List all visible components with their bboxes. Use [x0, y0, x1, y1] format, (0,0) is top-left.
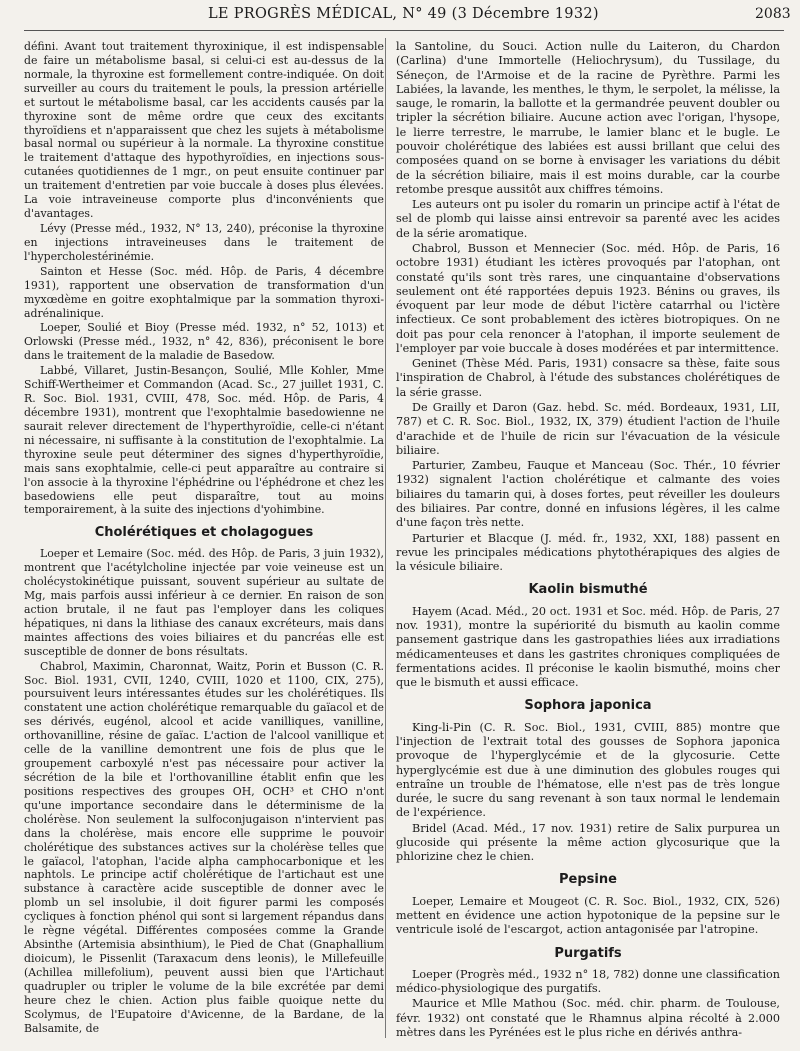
paragraph: Loeper, Soulié et Bioy (Presse méd. 1932, n° 52, 1013) et Orlowski (Presse méd., 1932, n° 42, 836), préconisent le bore dans le traitement de la maladie de Basedow.: [24, 321, 384, 363]
paragraph: Hayem (Acad. Méd., 20 oct. 1931 et Soc. méd. Hôp. de Paris, 27 nov. 1931), montre la supériorité du bismuth au kaolin comme pansement gastrique dans les gastropathies liées aux irradiations médicamenteuses et dans les gastrites chroniques compliquées de fermentations acides. Il préconise le kaolin bismuthé, moins cher que le bismuth et aussi efficace.: [396, 604, 780, 690]
section-heading: Kaolin bismuthé: [528, 582, 648, 598]
section-heading: Sophora japonica: [524, 698, 652, 714]
paragraph: Chabrol, Busson et Mennecier (Soc. méd. Hôp. de Paris, 16 octobre 1931) étudiant les ictères provoqués par l'atophan, ont constaté qu'ils sont très rares, une cinquantaine d'observations seulement ont été rapportées depuis 1923. Bénins ou graves, ils évoquent par leur mode de début l'ictère catarrhal ou l'ictère infectieux. Ce sont probablement des ictères biotropiques. On ne doit pas pour cela renoncer à l'atophan, il importe seulement de l'employer par voie buccale à doses modérées et par intermittence.: [396, 241, 780, 355]
paragraph: Loeper et Lemaire (Soc. méd. des Hôp. de Paris, 3 juin 1932), montrent que l'acétylcholine injectée par voie veineuse est un cholécystokinétique puissant, souvent supérieur au sultate de Mg, mais parfois aussi inférieur à ce dernier. En raison de son action brutale, il ne faut pas l'employer dans les coliques hépatiques, ni dans la lithiase des canaux excréteurs, mais dans maintes affections des voies biliaires et du pancréas elle est susceptible de donner de bons résultats.: [24, 547, 384, 658]
paragraph: Parturier, Zambeu, Fauque et Manceau (Soc. Thér., 10 février 1932) signalent l'action cholérétique et calmante des voies biliaires du tamarin qui, à doses fortes, peut réveiller les douleurs des biliaires. Par contre, donné en infusions légères, il les calme d'une façon très nette.: [396, 459, 780, 530]
paragraph: défini. Avant tout traitement thyroxinique, il est indispensable de faire un métabolisme basal, si celui-ci est au-dessus de la normale, la thyroxine est formellement contre-indiquée. On doit surveiller au cours du traitement le pouls, la pression artérielle et surtout le métabolisme basal, car les accidents causés par la thyroxine sont de même ordre que ceux des excitants thyroïdiens et n'apparaissent que chez les sujets à métabolisme basal normal ou supérieur à la normale. La thyroxine constitue le traitement d'attaque des hypothyroïdies, en injections sous-cutanées quotidiennes de 1 mgr., on peut ensuite continuer par un traitement d'entretien par voie buccale à doses plus élevées. La voie intraveineuse comporte plus d'inconvénients que d'avantages.: [24, 40, 384, 221]
paragraph: Lévy (Presse méd., 1932, N° 13, 240), préconise la thyroxine en injections intraveineuses dans le traitement de l'hypercholestérinémie.: [24, 221, 384, 263]
page-header: [0, 6, 800, 28]
left-column: [24, 40, 384, 1037]
paragraph: Maurice et Mlle Mathou (Soc. méd. chir. pharm. de Toulouse, févr. 1932) ont constaté que le Rhamnus alpina récolté à 2.000 mètres dans les Pyrénées est le plus riche en dérivés anthra-: [396, 997, 780, 1039]
running-title: LE PROGRÈS MÉDICAL, N° 49 (3 Décembre 1932): [208, 6, 599, 22]
right-column: [396, 40, 780, 1041]
column-divider: [385, 38, 386, 1038]
paragraph: Bridel (Acad. Méd., 17 nov. 1931) retire de Salix purpurea un glucoside qui présente la même action glycosurique que la phlorizine chez le chien.: [396, 821, 780, 864]
paragraph: Loeper (Progrès méd., 1932 n° 18, 782) donne une classification médico-physiologique des purgatifs.: [396, 967, 780, 996]
header-rule: [24, 30, 784, 31]
paragraph: Les auteurs ont pu isoler du romarin un principe actif à l'état de sel de plomb qui laisse ainsi entrevoir sa parenté avec les acides de la série aromatique.: [396, 198, 780, 240]
page-number: 2083: [755, 6, 791, 22]
paragraph: Parturier et Blacque (J. méd. fr., 1932, XXI, 188) passent en revue les principales médications phytothérapiques des algies de la vésicule biliaire.: [396, 531, 780, 574]
section-heading: Purgatifs: [554, 945, 622, 961]
paragraph: Loeper, Lemaire et Mougeot (C. R. Soc. Biol., 1932, CIX, 526) mettent en évidence une action hypotonique de la pepsine sur le ventricule isolé de l'escargot, action antagonisée par l'atropine.: [396, 894, 780, 937]
paragraph: Geninet (Thèse Méd. Paris, 1931) consacre sa thèse, faite sous l'inspiration de Chabrol, à l'étude des substances cholérétiques de la série grasse.: [396, 357, 780, 399]
section-heading: Cholérétiques et cholagogues: [94, 525, 314, 541]
section-heading: Pepsine: [559, 872, 617, 888]
paragraph: King-li-Pin (C. R. Soc. Biol., 1931, CVIII, 885) montre que l'injection de l'extrait total des gousses de Sophora japonica provoque de l'hyperglycémie et de la glycosurie. Cette hyperglycémie est due à une diminution des globules rouges qui entraîne un trouble de l'hématose, elle n'est pas de très longue durée, le sucre du sang revenant à son taux normal le lendemain de l'expérience.: [396, 720, 780, 820]
paragraph: Chabrol, Maximin, Charonnat, Waitz, Porin et Busson (C. R. Soc. Biol. 1931, CVII, 1240, CVIII, 1020 et 1100, CIX, 275), poursuivent leurs intéressantes études sur les cholérétiques. Ils constatent une action cholérétique remarquable du gaïacol et de ses dérivés, eugénol, alcool et acide vanilliques, vanilline, orthovanilline, résine de gaïac. L'action de l'alcool vanillique et celle de la vanilline demontrent une fois de plus que le groupement carboxylé n'est pas nécessaire pour activer la sécrétion de la bile et l'orthovanilline établit enfin que les positions respectives des groupes OH, OCH³ et CHO n'ont qu'une importance secondaire dans le déterminisme de la cholérèse. Non seulement la sulfoconjugaison n'intervient pas dans la cholérèse, mais encore elle supprime le pouvoir cholérétique des substances actives sur la cholérèse telles que le gaïacol, l'atophan, l'acide alpha camphocarbonique et les naphtols. Le principe actif cholérétique de l'artichaut est une substance à caractère acide susceptible de donner avec le plomb un sel insolubie, il doit figurer parmi les composés cycliques à fonction phénol qui sont si largement répandus dans le règne végétal. Différentes composées comme la Grande Absinthe (Artemisia absinthium), le Pied de Chat (Gnaphallium dioicum), le Pissenlit (Taraxacum dens leonis), le Millefeuille (Achillea millefolium), peuvent aussi bien que l'Artichaut quadrupler ou tripler le volume de la bile excrétée par demi heure chez le chien. Action plus faible quoique nette du Scolymus, de l'Eupatoire d'Avicenne, de la Bardane, de la Balsamite, de: [24, 659, 384, 1035]
paragraph: Sainton et Hesse (Soc. méd. Hôp. de Paris, 4 décembre 1931), rapportent une observation de transformation d'un myxœdème en goitre exophtalmique par la sommation thyroxi-adrénalinique.: [24, 264, 384, 320]
paragraph: Labbé, Villaret, Justin-Besançon, Soulié, Mlle Kohler, Mme Schiff-Wertheimer et Commandon (Acad. Sc., 27 juillet 1931, C. R. Soc. Biol. 1931, CVIII, 478, Soc. méd. Hôp. de Paris, 4 décembre 1931), montrent que l'exophtalmie basedowienne ne saurait relever directement de l'hyperthyroïdie, celle-ci n'étant ni nécessaire, ni suffisante à la constitution de l'exophtalmie. La thyroxine seule peut déterminer des signes d'hyperthyroïdie, mais sans exophtalmie, celle-ci peut apparaître au contraire si l'on associe à la thyroxine l'éphédrine ou l'éphédrone et chez les basedowiens elle peut disparaître, tout au moins temporairement, à la suite des injections d'yohimbine.: [24, 364, 384, 517]
paragraph: De Grailly et Daron (Gaz. hebd. Sc. méd. Bordeaux, 1931, LII, 787) et C. R. Soc. Biol., 1932, IX, 379) étudient l'action de l'huile d'arachide et de l'huile de ricin sur l'évacuation de la vésicule biliaire.: [396, 401, 780, 457]
paragraph: la Santoline, du Souci. Action nulle du Laiteron, du Chardon (Carlina) d'une Immortelle (Heliochrysum), du Tussilage, du Séneçon, de l'Armoise et de la racine de Pyrèthre. Parmi les Labiées, la lavande, les menthes, le thym, le serpolet, la mélisse, la sauge, le romarin, la ballotte et la germandrée peuvent doubler ou tripler la sécrétion biliaire. Aucune action avec l'origan, l'hysope, le lierre terrestre, le marrube, le lamier blanc et le bugle. Le pouvoir cholérétique des labiées est aussi brillant que celui des composées quand on se borne à envisager les variations du débit de la sécrétion biliaire, mais il est moins durable, car la courbe retombe presque aussitôt aux chiffres témoins.: [396, 40, 780, 196]
